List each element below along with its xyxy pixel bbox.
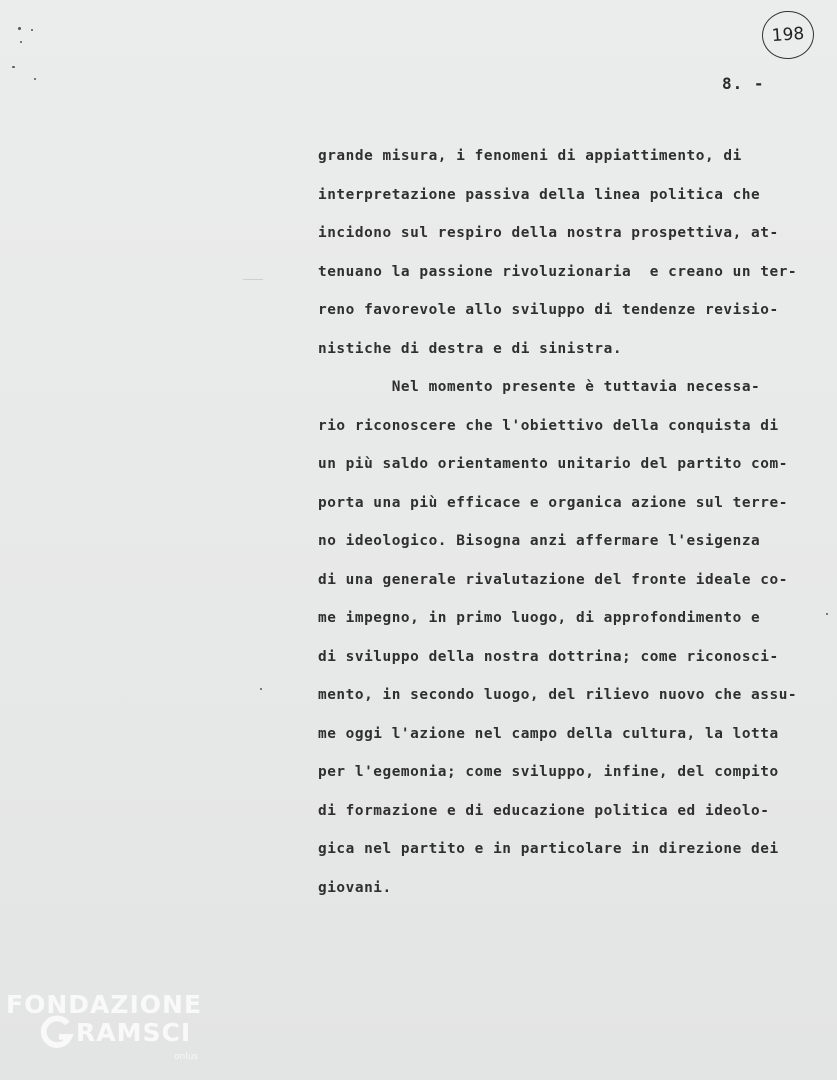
text-line: Nel momento presente è tuttavia necessa- <box>318 379 761 395</box>
ink-speck <box>34 78 36 80</box>
ink-speck <box>826 613 828 615</box>
g-logo-icon <box>38 1014 76 1052</box>
text-line: gica nel partito e in particolare in direzione dei <box>318 841 779 857</box>
text-line: nistiche di destra e di sinistra. <box>318 340 623 357</box>
text-line: porta una più efficace e organica azione sul terre- <box>318 494 788 511</box>
text-line: di formazione e di educazione politica ed ideolo- <box>318 802 770 819</box>
text-line: incidono sul respiro della nostra prospettiva, at- <box>318 225 779 241</box>
text-line: di una generale rivalutazione del fronte ideale co- <box>318 571 788 588</box>
text-line: me oggi l'azione nel campo della cultura, la lotta <box>318 725 779 742</box>
text-line: no ideologico. Bisogna anzi affermare l'esigenza <box>318 533 761 549</box>
text-line: reno favorevole allo sviluppo di tendenze revisio- <box>318 302 779 318</box>
watermark-title: FONDAZIONE <box>6 990 203 1019</box>
watermark-onlus: onlus <box>174 1052 199 1062</box>
margin-mark <box>243 279 263 280</box>
text-line: rio riconoscere che l'obiettivo della conquista di <box>318 417 779 434</box>
text-line: di sviluppo della nostra dottrina; come riconosci- <box>318 648 779 665</box>
text-line: giovani. <box>318 879 392 896</box>
archive-number: 198 <box>771 23 805 47</box>
ink-speck <box>18 27 21 30</box>
foundation-watermark-logo <box>6 990 206 1070</box>
text-line: tenuano la passione rivoluzionaria e creano un ter- <box>318 263 798 280</box>
ink-speck <box>260 688 262 690</box>
ink-speck <box>12 66 15 68</box>
text-line: un più saldo orientamento unitario del partito com- <box>318 456 788 472</box>
watermark-subtitle: RAMSCI <box>76 1018 192 1047</box>
ink-speck <box>31 29 33 31</box>
ink-speck <box>20 41 22 43</box>
page-number: 8. - <box>722 74 765 93</box>
typewritten-text <box>318 137 823 907</box>
text-line: grande misura, i fenomeni di appiattimento, di <box>318 148 742 164</box>
text-line: me impegno, in primo luogo, di approfondimento e <box>318 610 761 626</box>
text-line: per l'egemonia; come sviluppo, infine, del compito <box>318 764 779 780</box>
archive-number-stamp <box>760 9 815 61</box>
text-line: interpretazione passiva della linea politica che <box>318 186 761 203</box>
text-line: mento, in secondo luogo, del rilievo nuovo che assu- <box>318 687 798 703</box>
